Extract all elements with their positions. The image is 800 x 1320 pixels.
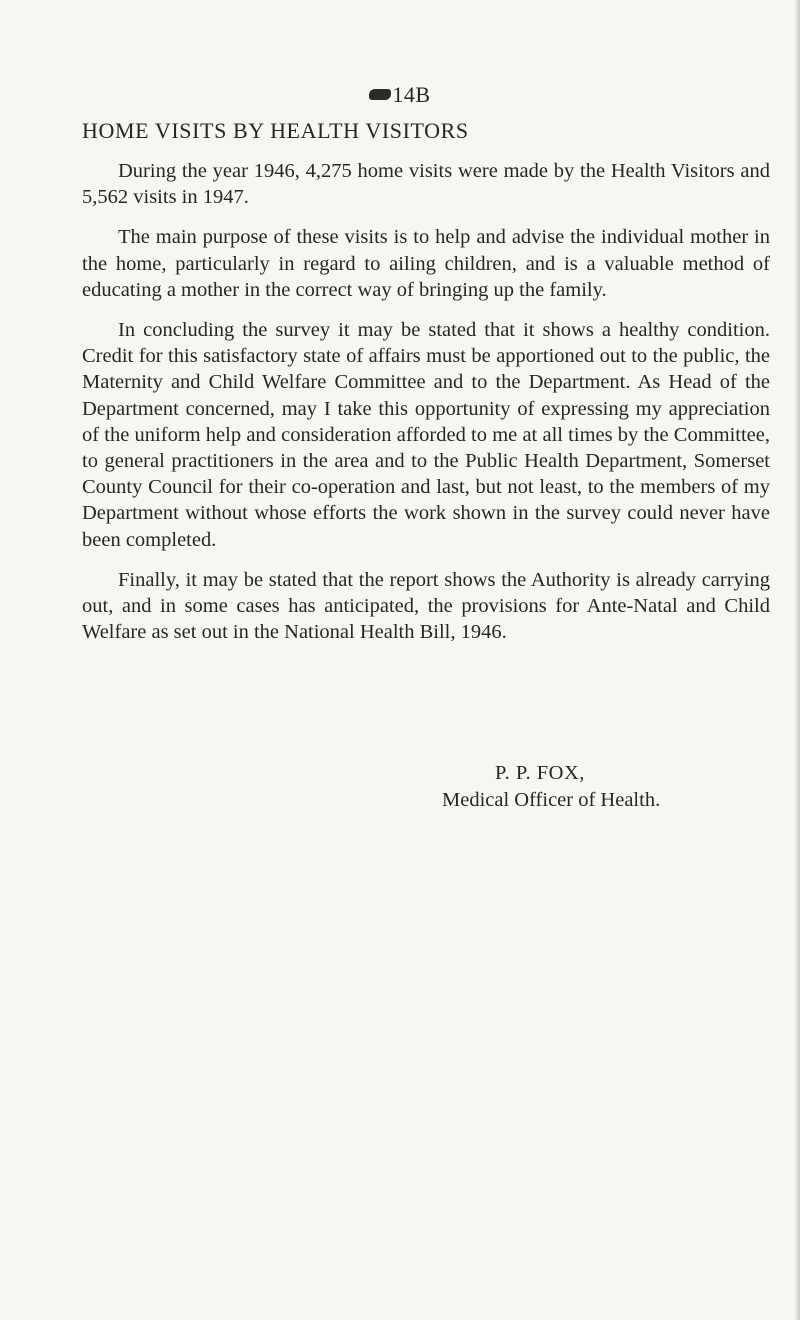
paragraph-visits-count: During the year 1946, 4,275 home visits were made by the Health Visitors and 5,562 visits in 1947. (82, 160, 770, 209)
section-heading: HOME VISITS BY HEALTH VISITORS (82, 118, 469, 143)
paragraph-purpose: The main purpose of these visits is to help and advise the individual mother in the home, particularly in regard to ailing children, and is a valuable method of educating a mother in the correct way of bringing up the family. (82, 226, 770, 301)
signatory-name: P. P. FOX, (495, 762, 585, 784)
page-number-text: 14B (392, 82, 431, 107)
signatory-title: Medical Officer of Health. (442, 789, 661, 811)
ink-blot-mark (369, 89, 391, 100)
paragraph-conclusion: In concluding the survey it may be stated that it shows a healthy condition. Credit for this satisfactory state of affairs must be apportioned out to the public, the Maternity and Child Welfare Committee and to the Department. As Head of the Department concerned, may I take this opportunity of expressing my appreciation of the uniform help and consideration afforded to me at all times by the Committee, to general practitioners in the area and to the Public Health Department, Somerset County Council for their co-operation and last, but not least, to the members of my Department without whose efforts the work shown in the survey could never have been completed. (82, 319, 770, 551)
paragraph-finally: Finally, it may be stated that the report shows the Authority is already carrying out, and in some cases has anticipated, the provisions for Ante-Natal and Child Welfare as set out in the National Health Bill, 1946. (82, 568, 770, 644)
body-text (82, 158, 770, 659)
page-number (0, 82, 800, 108)
page-edge-shadow (794, 0, 800, 1320)
